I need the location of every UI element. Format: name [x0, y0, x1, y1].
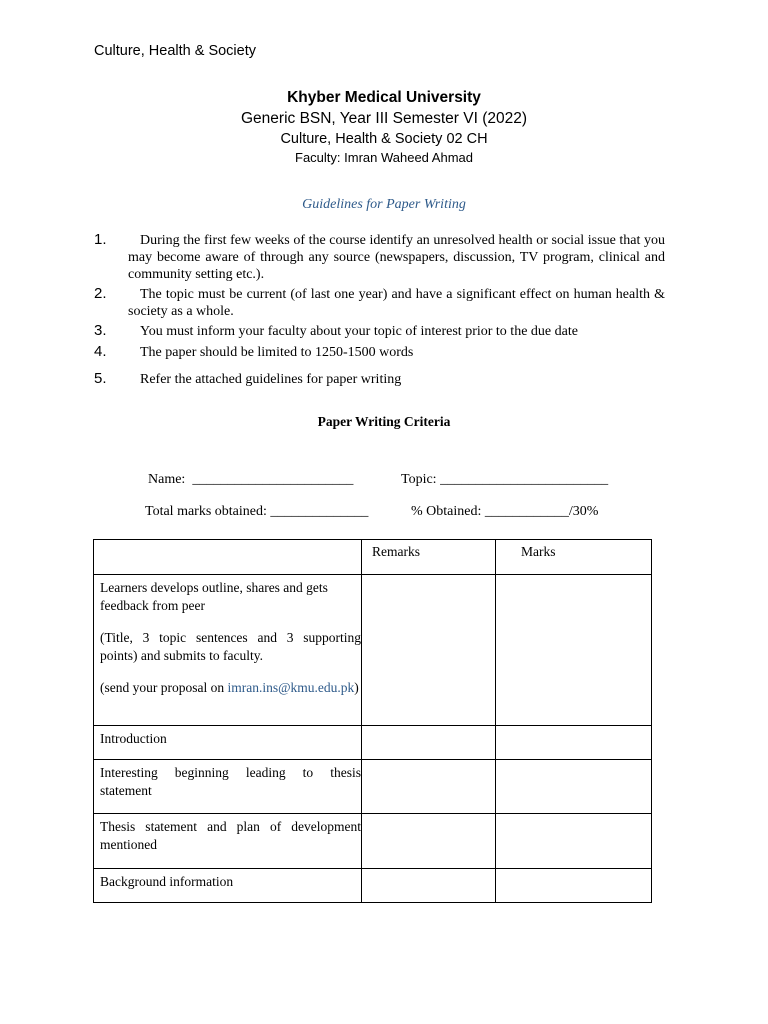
- criterion-cell: Introduction: [94, 726, 362, 760]
- guidelines-heading: Guidelines for Paper Writing: [302, 197, 466, 212]
- marks-cell[interactable]: [496, 726, 652, 760]
- guideline-text: The topic must be current (of last one year) and have a significant effect on human health & society as a whole.: [128, 287, 665, 319]
- percent-obtained-field: % Obtained: ____________/30%: [411, 504, 599, 519]
- guideline-number: 2.: [94, 285, 107, 302]
- guideline-text: During the first few weeks of the course identify an unresolved health or social issue that you may become aware of through any source (newspapers, discussion, TV program, clinical and community setting etc.).: [128, 233, 665, 282]
- guideline-text: You must inform your faculty about your topic of interest prior to the due date: [140, 324, 578, 339]
- criterion-text: (Title, 3 topic sentences and 3 supporting points) and submits to faculty.: [100, 630, 361, 663]
- table-row: [94, 760, 652, 814]
- criteria-heading: Paper Writing Criteria: [317, 414, 451, 429]
- marks-cell[interactable]: [496, 575, 652, 726]
- email-link[interactable]: imran.ins@kmu.edu.pk: [227, 680, 355, 695]
- guideline-item: [94, 344, 665, 361]
- topic-field: Topic: ________________________: [401, 472, 609, 487]
- remarks-cell[interactable]: [362, 814, 496, 869]
- name-field: Name: _______________________: [148, 472, 354, 487]
- total-marks-field: Total marks obtained: ______________: [145, 504, 369, 519]
- criterion-cell: Interesting beginning leading to thesis statement: [94, 760, 362, 814]
- program-line: Generic BSN, Year III Semester VI (2022): [240, 110, 528, 127]
- guideline-text: Refer the attached guidelines for paper writing: [140, 372, 402, 387]
- marks-cell[interactable]: [496, 760, 652, 814]
- remarks-cell[interactable]: [362, 869, 496, 903]
- table-row: [94, 869, 652, 903]
- criterion-text: [100, 679, 361, 697]
- guidelines-list: [94, 232, 665, 388]
- remarks-cell[interactable]: [362, 575, 496, 726]
- criterion-cell: Background information: [94, 869, 362, 903]
- marks-cell[interactable]: [496, 814, 652, 869]
- remarks-cell[interactable]: [362, 726, 496, 760]
- guideline-item: [94, 286, 665, 320]
- remarks-header: Remarks: [362, 540, 496, 575]
- criterion-text: Learners develops outline, shares and gets feedback from peer: [100, 580, 328, 613]
- proposal-instruction: (send your proposal on: [100, 680, 228, 695]
- guideline-item: [94, 232, 665, 283]
- course-line: Culture, Health & Society 02 CH: [280, 131, 488, 147]
- table-row: [94, 814, 652, 869]
- university-title: Khyber Medical University: [287, 89, 481, 106]
- running-header: Culture, Health & Society: [94, 43, 256, 59]
- closing-paren: ): [354, 680, 359, 695]
- guideline-item: [94, 323, 665, 340]
- criterion-header: [94, 540, 362, 575]
- table-row: [94, 726, 652, 760]
- faculty-line: Faculty: Imran Waheed Ahmad: [295, 150, 473, 165]
- marks-header: Marks: [496, 540, 652, 575]
- criteria-table: [93, 539, 652, 903]
- guideline-number: 1.: [94, 231, 107, 248]
- guideline-number: 3.: [94, 322, 107, 339]
- table-row: [94, 575, 652, 726]
- remarks-cell[interactable]: [362, 760, 496, 814]
- guideline-text: The paper should be limited to 1250-1500 words: [140, 345, 414, 360]
- marks-cell[interactable]: [496, 869, 652, 903]
- criterion-cell: Thesis statement and plan of development mentioned: [94, 814, 362, 869]
- guideline-number: 4.: [94, 343, 107, 360]
- guideline-item: [94, 371, 665, 388]
- table-header-row: [94, 540, 652, 575]
- criterion-cell: [94, 575, 362, 726]
- guideline-number: 5.: [94, 370, 107, 387]
